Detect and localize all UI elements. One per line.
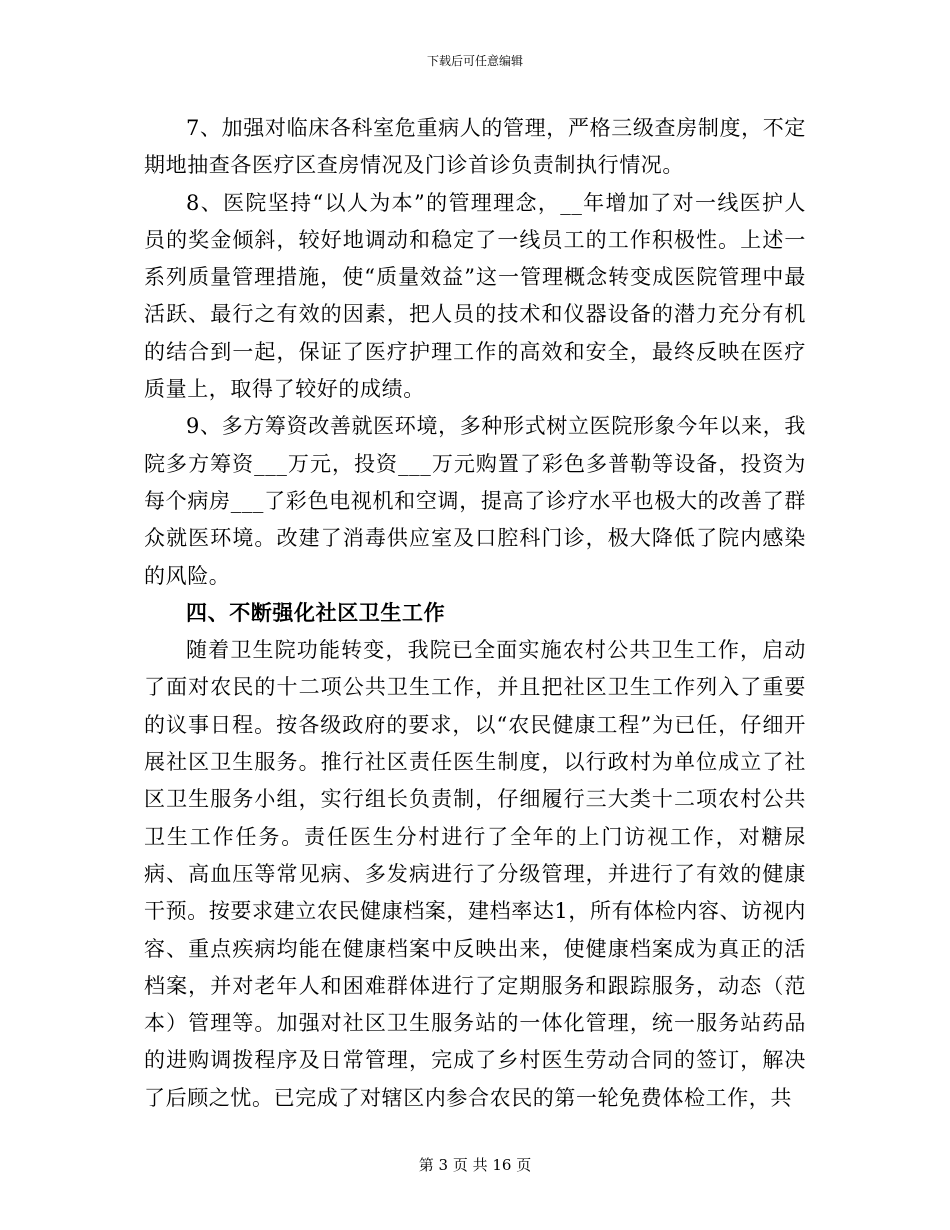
section-paragraph: 随着卫生院功能转变，我院已全面实施农村公共卫生工作，启动了面对农民的十二项公共卫生工作，并且把社区卫生工作列入了重要的议事日程。按各级政府的要求，以“农民健康工程”为已任，仔细开展社区卫生服务。推行社区责任医生制度，以行政村为单位成立了社区卫生服务小组，实行组长负责制，仔细履行三大类十二项农村公共卫生工作任务。责任医生分村进行了全年的上门访视工作，对糖尿病、高血压等常见病、多发病进行了分级管理，并进行了有效的健康干预。按要求建立农民健康档案，建档率达1，所有体检内容、访视内容、重点疾病均能在健康档案中反映出来，使健康档案成为真正的活档案，并对老年人和困难群体进行了定期服务和跟踪服务，动态（范本）管理等。加强对社区卫生服务站的一体化管理，统一服务站药品的进购调拨程序及日常管理，完成了乡村医生劳动合同的签订，解决了后顾之忧。已完成了对辖区内参合农民的第一轮免费体检工作，共: [144, 638, 806, 1110]
page-header: 下载后可任意编辑: [426, 54, 523, 68]
page-footer: 第 3 页 共 16 页: [418, 1156, 532, 1174]
section-heading: 四、不断强化社区卫生工作: [186, 600, 446, 625]
paragraph-item-8: 8、医院坚持“以人为本”的管理理念，__年增加了对一线医护人员的奖金倾斜，较好地调动和稳定了一线员工的工作积极性。上述一系列质量管理措施，使“质量效益”这一管理概念转变成医院管理中最活跃、最行之有效的因素，把人员的技术和仪器设备的潜力充分有机的结合到一起，保证了医疗护理工作的高效和安全，最终反映在医疗质量上，取得了较好的成绩。: [144, 190, 806, 402]
paragraph-item-7: 7、加强对临床各科室危重病人的管理，严格三级查房制度，不定期地抽查各医疗区查房情况及门诊首诊负责制执行情况。: [144, 116, 806, 178]
document-body: [144, 110, 806, 1117]
paragraph-item-9: 9、多方筹资改善就医环境，多种形式树立医院形象今年以来，我院多方筹资___万元，投资___万元购置了彩色多普勒等设备，投资为每个病房___了彩色电视机和空调，提高了诊疗水平也极大的改善了群众就医环境。改建了消毒供应室及口腔科门诊，极大降低了院内感染的风险。: [144, 414, 806, 588]
